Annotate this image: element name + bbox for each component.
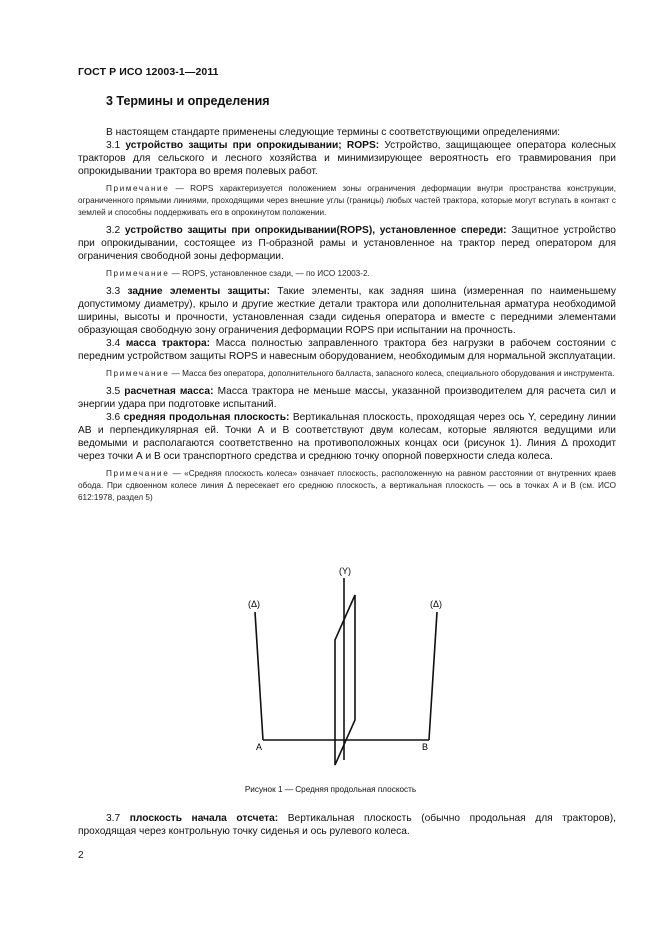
term-name: средняя продольная плоскость: — [123, 412, 290, 423]
figure-label-y: (Y) — [339, 566, 351, 576]
note-label: Примечание — [106, 369, 170, 378]
term-definition: Устройство, защищающее оператора колесных тракторов для сельского и лесного хозяйства и минимизирующее вероятность его травмирования при опрокидывании трактора во время полевых работ. — [78, 140, 616, 177]
definitions-block-2 — [78, 812, 616, 838]
line-delta-right — [429, 612, 437, 740]
figure-label-b: B — [422, 742, 429, 752]
page-number: 2 — [78, 850, 84, 861]
note-text: — Масса без оператора, дополнительного балласта, запасного колеса, специального оборудования и инструмента. — [169, 369, 615, 378]
section-title: 3 Термины и определения — [106, 94, 270, 108]
term-name: расчетная масса: — [124, 386, 214, 397]
term-definition: Масса полностью заправленного трактора без нагрузки в рабочем состоянии с передним устройством защиты ROPS и навесным оборудованием, необходимым для нормальной эксплуатации. — [78, 338, 616, 362]
note-label: Примечание — [106, 269, 170, 278]
term-number: 3.2 — [106, 225, 121, 236]
term-definition: Вертикальная плоскость (обычно продольная для тракторов), проходящая через контрольную точку сиденья и ось рулевого колеса. — [78, 813, 616, 837]
term-definition: Масса трактора не меньше массы, указанной производителем для расчета сил и энергии удара при подготовке испытаний. — [78, 386, 616, 410]
term-name: масса трактора: — [125, 338, 211, 349]
note-text: — ROPS, установленное сзади, — по ИСО 12003-2. — [169, 269, 370, 278]
intro-paragraph: В настоящем стандарте применены следующие термины с соответствующими определениями: — [106, 127, 561, 138]
term-definition: Защитное устройство при опрокидывании, состоящее из П-образной рамы и установленное на трактор перед оператором для ограничения свободной зоны деформации. — [78, 225, 616, 262]
term-number: 3.6 — [106, 412, 121, 423]
term-number: 3.7 — [106, 813, 121, 824]
note-text: — «Средняя плоскость колеса» означает плоскость, расположенную на равном расстоянии от внутренних краев обода. При сдвоенном колесе линия Δ пересекает его среднюю плоскость, а вертикальная плоскость — ось в точках А и В (см. ИСО 612:1978, раздел 5) — [78, 469, 616, 502]
figure-caption: Рисунок 1 — Средняя продольная плоскость — [244, 785, 417, 794]
note-label: Примечание — [106, 469, 170, 478]
document-header: ГОСТ Р ИСО 12003-1—2011 — [78, 66, 219, 78]
term-number: 3.4 — [106, 338, 121, 349]
term-3-7 — [78, 812, 616, 838]
term-number: 3.3 — [106, 286, 121, 297]
figure-label-a: A — [256, 742, 263, 752]
term-definition: Такие элементы, как задняя шина (измеренная по наименьшему допустимому диаметру), крыло и другие жесткие детали трактора или дополнительная арматура необходимой ширины, высоты и прочности, установленная сзади сиденья оператора и вместе с передними элементами образующая свободную зону ограничения деформации ROPS при испытании на прочность. — [78, 286, 616, 336]
note-label: Примечание — [106, 184, 170, 193]
term-name: устройство защиты при опрокидывании(ROPS), установленное спереди: — [124, 225, 507, 236]
figure-label-delta-right: (Δ) — [430, 599, 443, 609]
term-name: плоскость начала отсчета: — [129, 813, 279, 824]
term-number: 3.5 — [106, 386, 121, 397]
term-definition: Вертикальная плоскость, проходящая через ось Y, середину линии АВ и перпендикулярная ей. Точки А и В соответствуют двум колесам, которые являются ведущими или ведомыми и располагаются соответственно на противоположных концах оси (рисунок 1). Линия Δ проходит через точки А и В оси транспортного средства и среднюю точку опорной поверхности следа колеса. — [78, 412, 616, 462]
line-delta-left — [255, 612, 263, 740]
note-text: — ROPS характеризуется положением зоны ограничения деформации внутри пространства конструкции, ограниченного прямыми линиями, проходящими через внешние углы (границы) любых частей трактора, которые могут вступать в контакт с землей и способны поддерживать его в опрокинутом положении. — [78, 184, 616, 217]
term-number: 3.1 — [106, 140, 121, 151]
term-name: задние элементы защиты: — [127, 286, 270, 297]
term-name: устройство защиты при опрокидывании; ROPS: — [125, 140, 380, 151]
figure-label-delta-left: (Δ) — [248, 599, 261, 609]
